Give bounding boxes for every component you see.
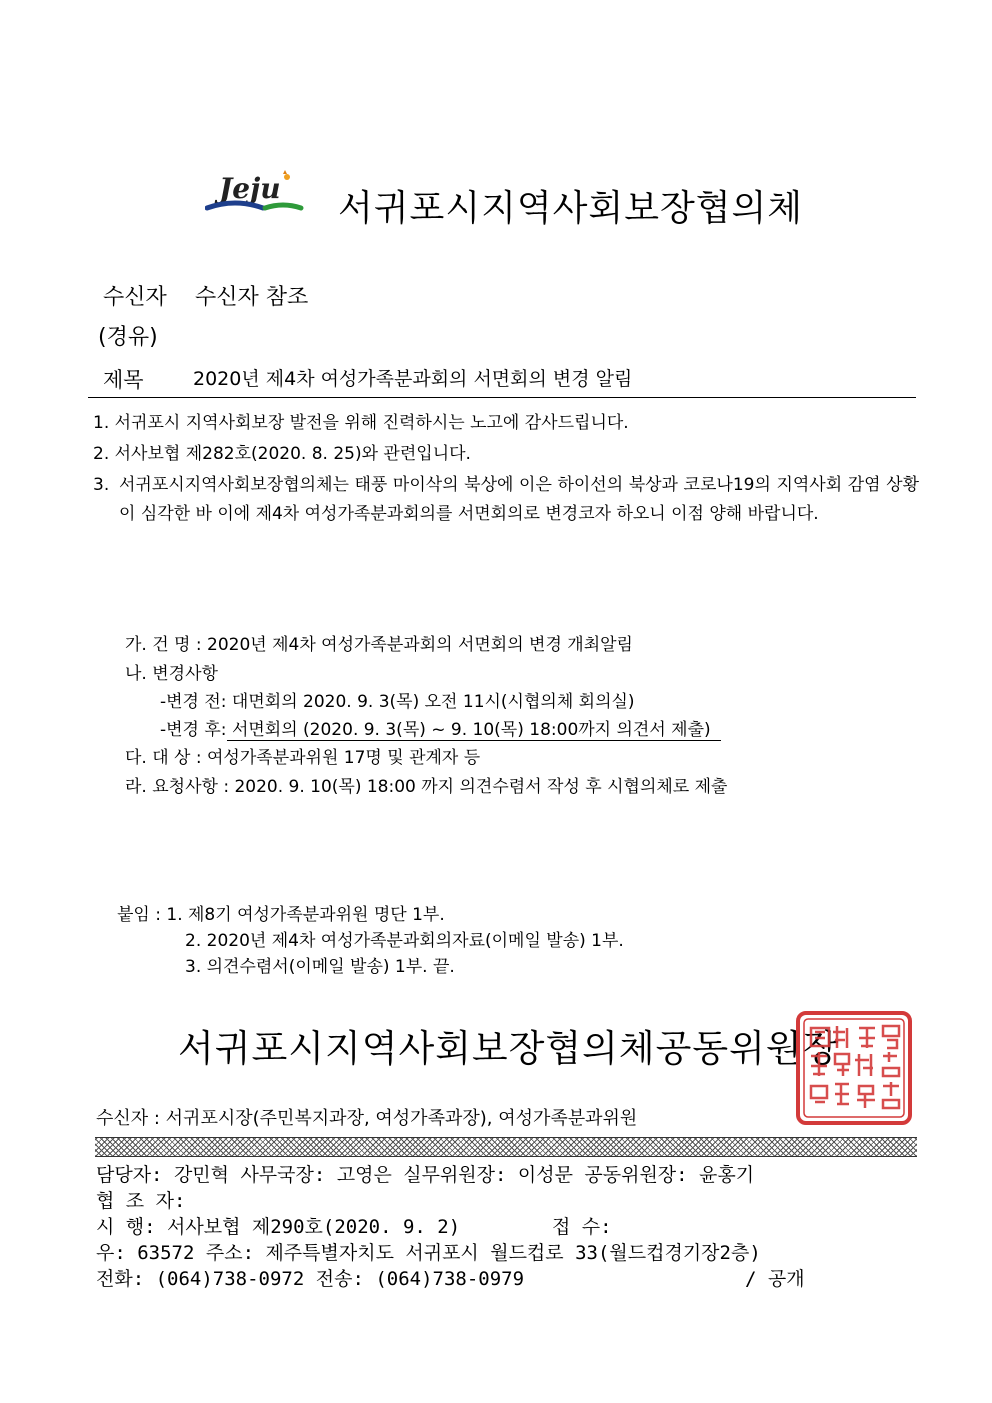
footer-cooperator: 협 조 자: (96, 1190, 186, 1212)
paragraph-3-text: 서귀포시지역사회보장협의체는 태풍 마이삭의 북상에 이은 하이선의 북상과 코로나19의 지역사회 감염 상황이 심각한 바 이에 제4차 여성가족분과회의를 서면회의로 변경코자 하오니 이점 양해 바랍니다. (119, 475, 919, 524)
recipient-value: 수신자 참조 (195, 285, 309, 310)
detail-na: 나. 변경사항 (125, 664, 218, 684)
recipient-label: 수신자 (103, 285, 167, 310)
footer-address: 우: 63572 주소: 제주특별자치도 서귀포시 월드컵로 33(월드컵경기장2층) (96, 1242, 761, 1264)
via-label: (경유) (98, 325, 158, 350)
detail-ga: 가. 건 명 : 2020년 제4차 여성가족분과회의 서면회의 변경 개최알림 (125, 635, 633, 655)
footer-receipt: 접 수: (552, 1216, 612, 1238)
detail-ra: 라. 요청사항 : 2020. 9. 10(목) 18:00 까지 의견수렴서 작성 후 시협의체로 제출 (125, 777, 728, 797)
paragraph-2: 2. 서사보협 제282호(2020. 8. 25)와 관련입니다. (93, 444, 471, 464)
footer-staff: 담당자: 강민혁 사무국장: 고영은 실무위원장: 이성문 공동위원장: 윤홍기 (96, 1164, 755, 1186)
footer-contact: 전화: (064)738-0972 전송: (064)738-0979 (96, 1268, 525, 1290)
recipients-line: 수신자 : 서귀포시장(주민복지과장, 여성가족과장), 여성가족분과위원 (96, 1108, 638, 1129)
change-before: -변경 전: 대면회의 2020. 9. 3(목) 오전 11시(시협의체 회의실) (160, 692, 635, 712)
jeju-logo (205, 168, 305, 220)
paragraph-1: 1. 서귀포시 지역사회보장 발전을 위해 진력하시는 노고에 감사드립니다. (93, 413, 629, 433)
subject-divider (88, 397, 916, 398)
org-name-heading: 서귀포시지역사회보장협의체 (338, 188, 804, 229)
change-after-value: 서면회의 (2020. 9. 3(목) ~ 9. 10(목) 18:00까지 의견서 제출) (227, 720, 721, 741)
paragraph-3-number: 3. (93, 475, 110, 495)
change-after (160, 715, 721, 740)
sender-title: 서귀포시지역사회보장협의체공동위원장 (178, 1027, 840, 1070)
official-seal-stamp (795, 1010, 913, 1126)
attachment-3: 3. 의견수렴서(이메일 발송) 1부. 끝. (185, 957, 455, 977)
hatched-divider (95, 1137, 917, 1157)
paragraph-3 (93, 471, 919, 529)
attachment-1: 붙임 : 1. 제8기 여성가족분과위원 명단 1부. (117, 905, 445, 925)
attachment-2: 2. 2020년 제4차 여성가족분과회의자료(이메일 발송) 1부. (185, 931, 624, 951)
subject-label: 제목 (103, 368, 144, 392)
change-after-label: -변경 후: (160, 720, 227, 740)
svg-text:Jeju: Jeju (219, 172, 281, 205)
footer-disclosure: / 공개 (745, 1268, 805, 1290)
subject-value: 2020년 제4차 여성가족분과회의 서면회의 변경 알림 (193, 368, 633, 390)
footer-enforcement: 시 행: 서사보협 제290호(2020. 9. 2) (96, 1216, 461, 1238)
detail-da: 다. 대 상 : 여성가족분과위원 17명 및 관계자 등 (125, 748, 481, 768)
